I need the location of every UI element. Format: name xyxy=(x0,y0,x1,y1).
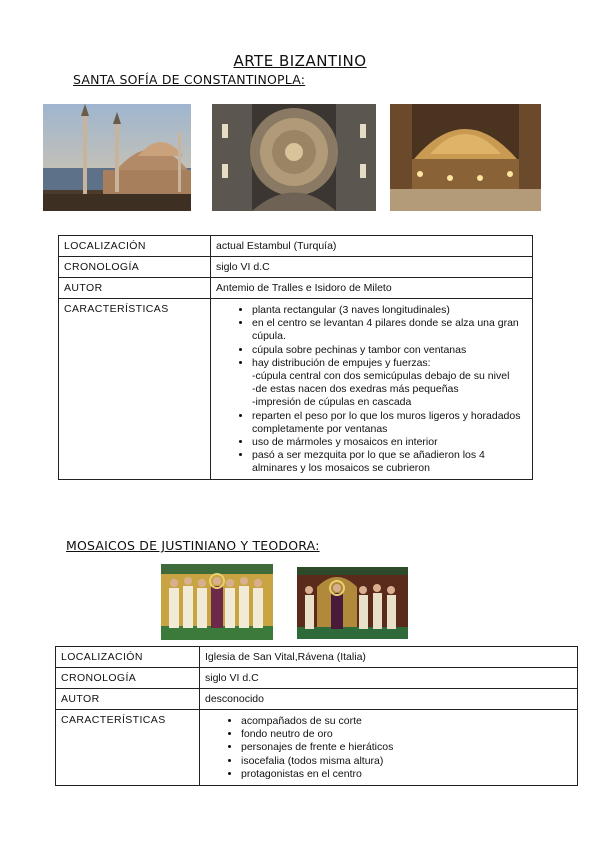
caracteristicas-list xyxy=(216,304,527,476)
santa-sofia-interior-photo xyxy=(390,104,541,211)
autor-label: AUTOR xyxy=(56,689,200,710)
table-row xyxy=(56,689,578,710)
table-row xyxy=(59,236,533,257)
list-item: • en el centro se levantan 4 pilares donde se alza una gran cúpula. xyxy=(252,317,527,343)
localizacion-value: Iglesia de San Vital,Rávena (Italia) xyxy=(200,647,578,668)
list-item: • protagonistas en el centro xyxy=(241,768,572,781)
localizacion-label: LOCALIZACIÓN xyxy=(59,236,211,257)
list-item: • uso de mármoles y mosaicos en interior xyxy=(252,436,527,449)
list-item: • planta rectangular (3 naves longitudinales) xyxy=(252,304,527,317)
table-row xyxy=(56,647,578,668)
table-row xyxy=(59,257,533,278)
localizacion-value: actual Estambul (Turquía) xyxy=(211,236,533,257)
section-title-santa-sofia: SANTA SOFÍA DE CONSTANTINOPLA: xyxy=(73,72,306,87)
table-row xyxy=(59,299,533,480)
table-row xyxy=(56,668,578,689)
section-title-mosaicos: MOSAICOS DE JUSTINIANO Y TEODORA: xyxy=(66,538,320,553)
mosaicos-table xyxy=(55,646,578,786)
sub-item: -impresión de cúpulas en cascada xyxy=(252,396,412,409)
list-item: • pasó a ser mezquita por lo que se añadieron los 4 alminares y los mosaicos se cubrieron xyxy=(252,449,527,475)
localizacion-label: LOCALIZACIÓN xyxy=(56,647,200,668)
mosaic-teodora-photo xyxy=(297,567,408,639)
autor-value: desconocido xyxy=(200,689,578,710)
table-row xyxy=(56,710,578,786)
list-item: • acompañados de su corte xyxy=(241,715,572,728)
santa-sofia-table xyxy=(58,235,533,480)
cronologia-label: CRONOLOGÍA xyxy=(59,257,211,278)
caracteristicas-label: CARACTERÍSTICAS xyxy=(56,710,200,786)
caracteristicas-value xyxy=(200,710,578,786)
list-item: • cúpula sobre pechinas y tambor con ventanas xyxy=(252,344,527,357)
cronologia-value: siglo VI d.C xyxy=(211,257,533,278)
caracteristicas-label: CARACTERÍSTICAS xyxy=(59,299,211,480)
santa-sofia-exterior-photo xyxy=(43,104,191,211)
santa-sofia-dome-photo xyxy=(212,104,376,211)
sub-item: -de estas nacen dos exedras más pequeñas xyxy=(252,383,459,396)
autor-label: AUTOR xyxy=(59,278,211,299)
sub-item: -cúpula central con dos semicúpulas debajo de su nivel xyxy=(252,370,510,383)
autor-value: Antemio de Tralles e Isidoro de Mileto xyxy=(211,278,533,299)
list-item: • personajes de frente e hieráticos xyxy=(241,741,572,754)
caracteristicas-list xyxy=(205,715,572,781)
caracteristicas-value xyxy=(211,299,533,480)
list-item: • reparten el peso por lo que los muros ligeros y horadados completamente por ventanas xyxy=(252,410,527,436)
list-item xyxy=(252,357,527,410)
cronologia-label: CRONOLOGÍA xyxy=(56,668,200,689)
list-item-text: hay distribución de empujes y fuerzas: xyxy=(252,356,431,369)
list-item: • fondo neutro de oro xyxy=(241,728,572,741)
table-row xyxy=(59,278,533,299)
list-item: • isocefalia (todos misma altura) xyxy=(241,755,572,768)
mosaic-justiniano-photo xyxy=(161,564,273,640)
cronologia-value: siglo VI d.C xyxy=(200,668,578,689)
page-title: ARTE BIZANTINO xyxy=(233,52,367,70)
